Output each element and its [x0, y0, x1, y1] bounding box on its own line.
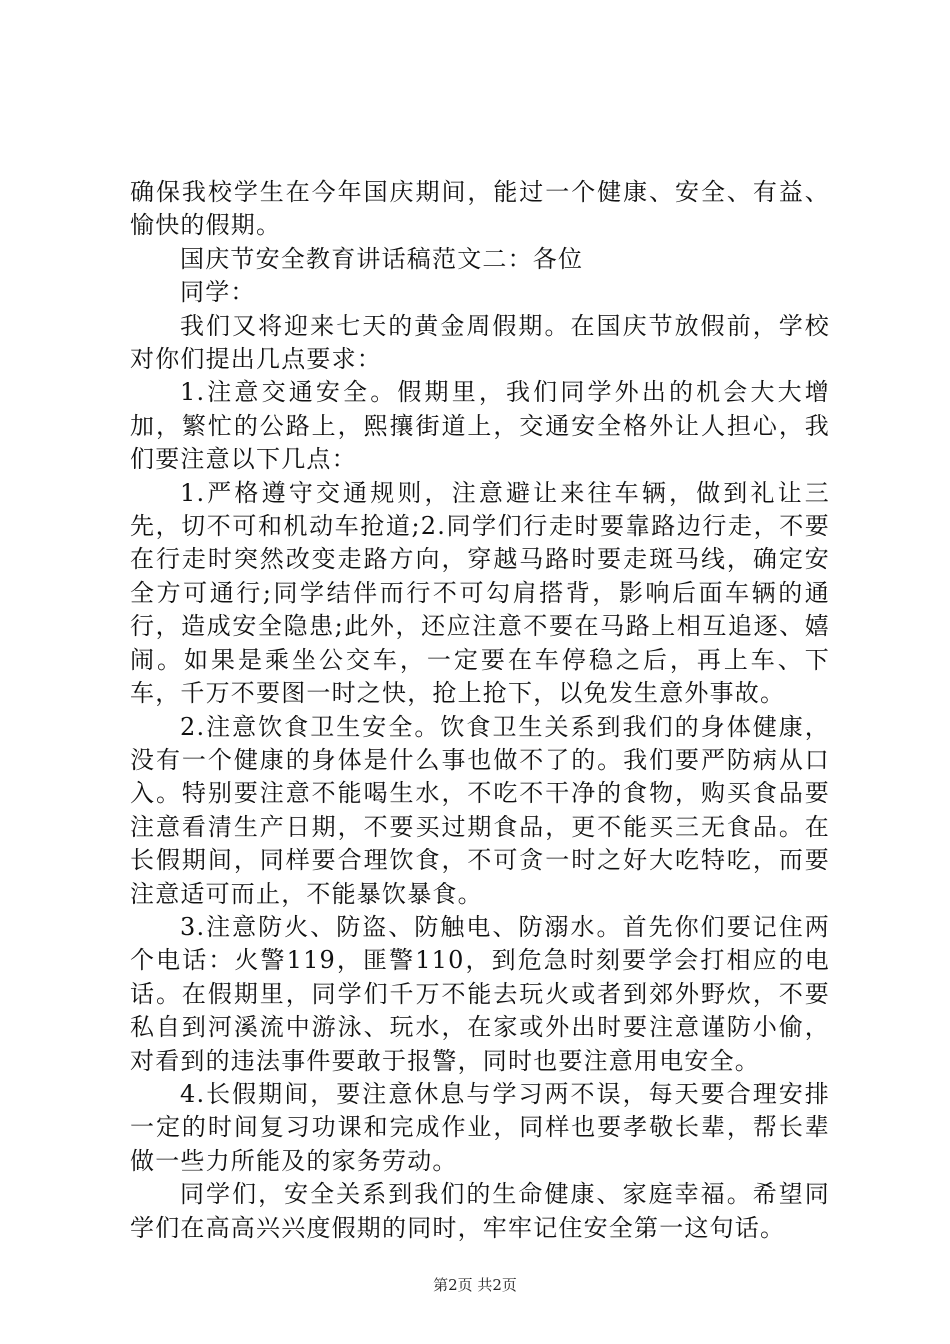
paragraph-7: 2.注意饮食卫生安全。饮食卫生关系到我们的身体健康，没有一个健康的身体是什么事也做不了的。我们要严防病从口入。特别要注意不能喝生水，不吃不干净的食物，购买食品要注意看清生产日期，不要买过期食品，更不能买三无食品。在长假期间，同样要合理饮食，不可贪一时之好大吃特吃，而要注意适可而止，不能暴饮暴食。: [130, 712, 830, 908]
paragraph-1: 确保我校学生在今年国庆期间，能过一个健康、安全、有益、愉快的假期。: [130, 178, 830, 240]
paragraph-5: 1.注意交通安全。假期里，我们同学外出的机会大大增加，繁忙的公路上，熙攘街道上，交通安全格外让人担心，我们要注意以下几点：: [130, 378, 830, 474]
paragraph-4: 我们又将迎来七天的黄金周假期。在国庆节放假前，学校对你们提出几点要求：: [130, 311, 830, 374]
paragraph-8: 3.注意防火、防盗、防触电、防溺水。首先你们要记住两个电话：火警119，匪警110，到危急时刻要学会打相应的电话。在假期里，同学们千万不能去玩火或者到郊外野炊，不要私自到河溪流中游泳、玩水，在家或外出时要注意谨防小偷，对看到的违法事件要敢于报警，同时也要注意用电安全。: [130, 912, 830, 1075]
paragraph-9: 4.长假期间，要注意休息与学习两不误，每天要合理安排一定的时间复习功课和完成作业，同样也要孝敬长辈，帮长辈做一些力所能及的家务劳动。: [130, 1079, 830, 1175]
paragraph-6: 1.严格遵守交通规则，注意避让来往车辆，做到礼让三先，切不可和机动车抢道;2.同学们行走时要靠路边行走，不要在行走时突然改变走路方向，穿越马路时要走斑马线，确定安全方可通行;同学结伴而行不可勾肩搭背，影响后面车辆的通行，造成安全隐患;此外，还应注意不要在马路上相互追逐、嬉闹。如果是乘坐公交车，一定要在车停稳之后，再上车、下车，千万不要图一时之快，抢上抢下，以免发生意外事故。: [130, 478, 830, 708]
page-footer: 第2页 共2页: [433, 1276, 517, 1294]
paragraph-2: 国庆节安全教育讲话稿范文二：各位: [180, 244, 584, 273]
paragraph-10: 同学们，安全关系到我们的生命健康、家庭幸福。希望同学们在高高兴兴度假期的同时，牢牢记住安全第一这句话。: [130, 1180, 830, 1242]
document-body: [130, 176, 830, 1245]
paragraph-3: 同学：: [180, 278, 256, 307]
